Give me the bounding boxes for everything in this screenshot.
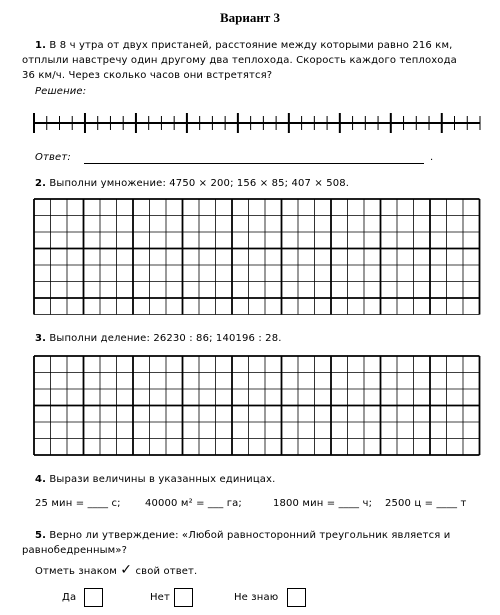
page-title: Вариант 3 <box>219 10 281 25</box>
task5-line1 <box>35 530 450 541</box>
solution-label: Решение: <box>35 86 87 97</box>
task4-item-1: 25 мин = ____ с; <box>35 498 121 509</box>
task2-number: 2. <box>35 178 47 189</box>
check-mark-icon: ✓ <box>120 562 133 578</box>
option-no-label: Нет <box>150 592 170 603</box>
task5-number: 5. <box>35 530 47 541</box>
option-dontknow-label: Не знаю <box>234 592 279 603</box>
task2-text: Выполни умножение: 4750 × 200; 156 × 85; 407 × 508. <box>49 178 350 189</box>
task4-number: 4. <box>35 474 47 485</box>
instruction-before: Отметь знаком <box>35 566 117 577</box>
task1-text-1: В 8 ч утра от двух пристаней, расстояние между которыми равно 216 км, <box>49 40 453 51</box>
task3-text: Выполни деление: 26230 : 86; 140196 : 28. <box>49 333 282 344</box>
task5-text-1: Верно ли утверждение: «Любой равносторонний треугольник является и <box>49 530 451 541</box>
task1-text-3: 36 км/ч. Через сколько часов они встретятся? <box>22 70 273 81</box>
answer-end-dot: . <box>430 152 434 163</box>
task1-number: 1. <box>35 40 47 51</box>
answer-label: Ответ: <box>35 152 71 163</box>
task4-heading <box>35 474 275 485</box>
task4-item-2: 40000 м² = ___ га; <box>145 498 242 509</box>
task1-text-2: отплыли навстречу один другому два теплохода. Скорость каждого теплохода <box>22 55 457 66</box>
task4-item-3: 1800 мин = ____ ч; <box>273 498 373 509</box>
option-dontknow-checkbox[interactable] <box>287 588 306 607</box>
option-yes-label: Да <box>62 592 77 603</box>
task4-item-4: 2500 ц = ____ т <box>385 498 467 509</box>
option-no-checkbox[interactable] <box>174 588 193 607</box>
task5-instruction <box>35 562 197 578</box>
task4-text: Вырази величины в указанных единицах. <box>49 474 276 485</box>
option-yes-checkbox[interactable] <box>84 588 103 607</box>
task5-text-2: равнобедренным»? <box>22 545 128 556</box>
instruction-after: свой ответ. <box>135 566 198 577</box>
task3-number: 3. <box>35 333 47 344</box>
